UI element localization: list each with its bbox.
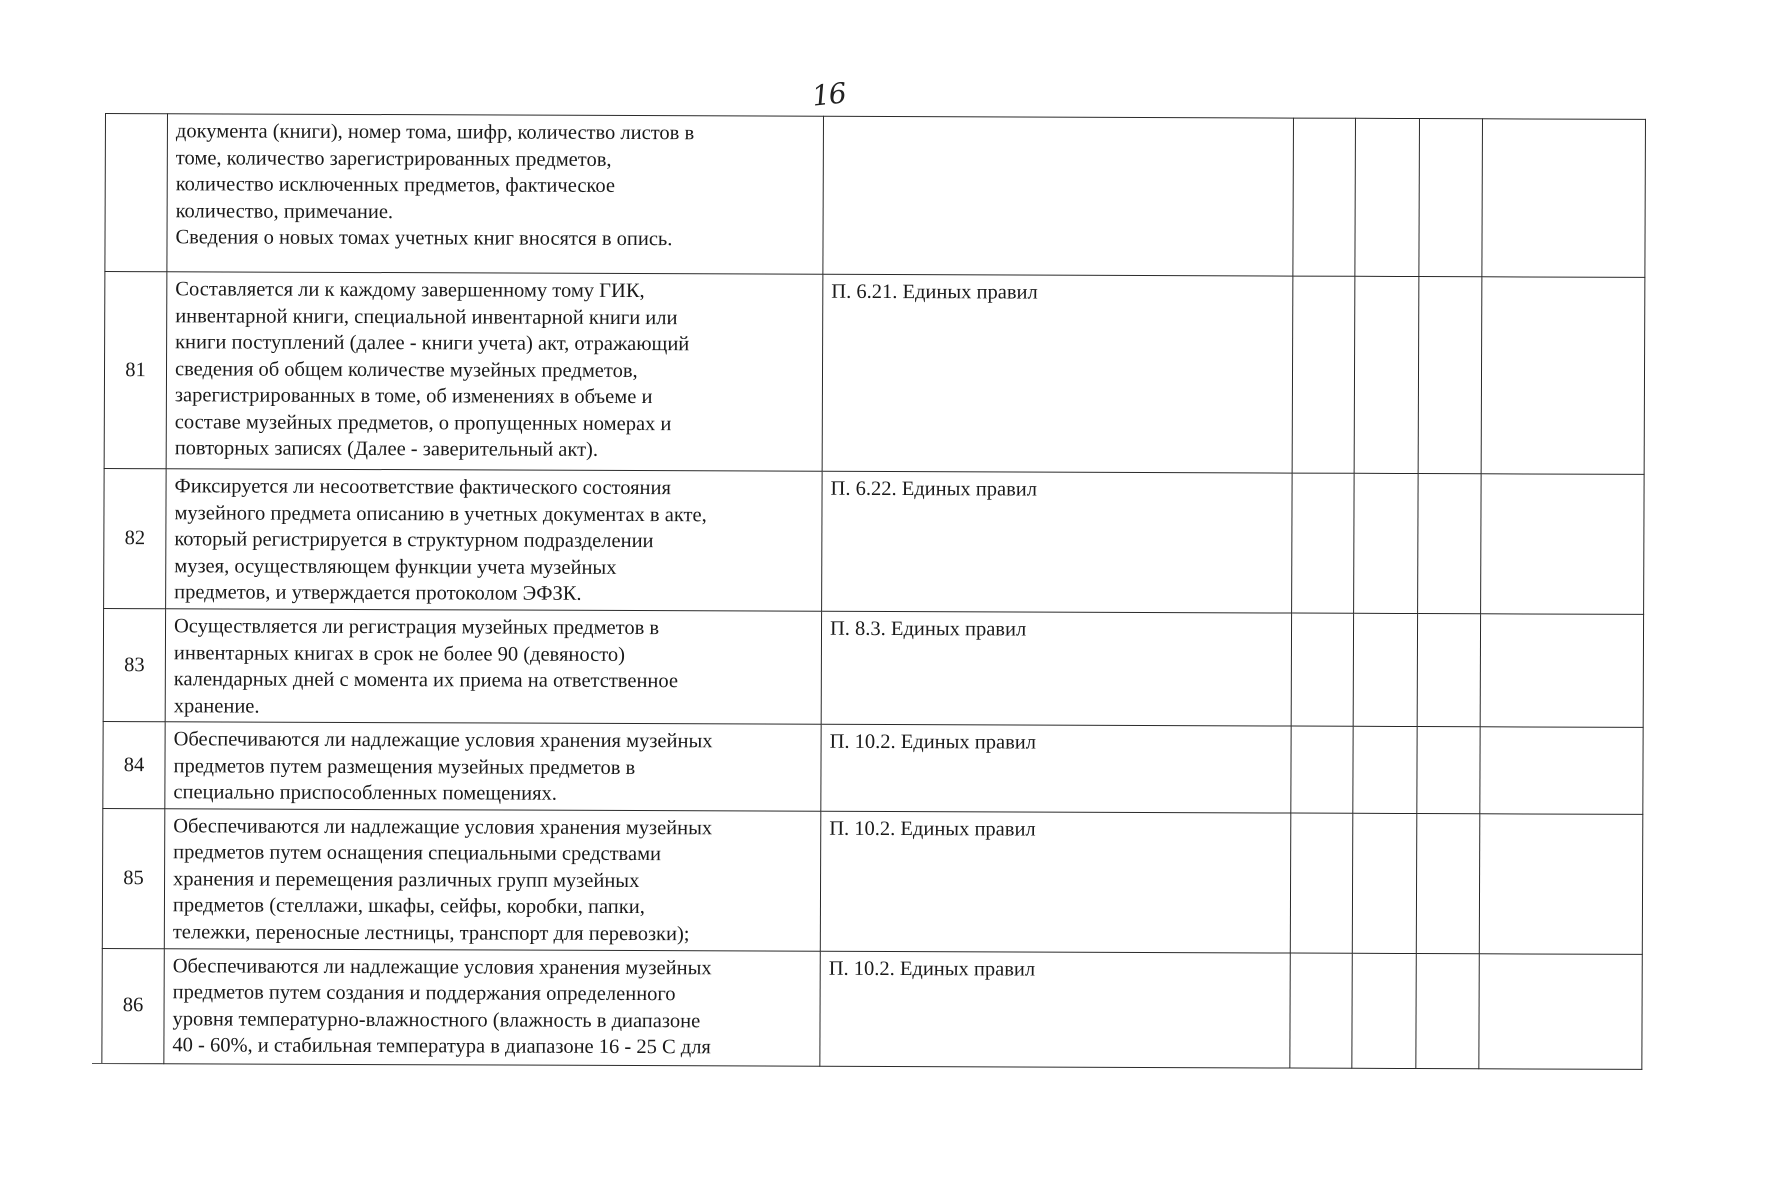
page-number: 16 xyxy=(810,76,848,113)
answer-yes-cell xyxy=(1292,473,1355,613)
note-cell xyxy=(1479,953,1642,1069)
reference-cell: П. 10.2. Единых правил xyxy=(821,724,1291,812)
answer-yes-cell xyxy=(1290,813,1353,953)
question-cell: Обеспечиваются ли надлежащие условия хранения музейных предметов путем размещения музейных предметов в специально приспособленных помещениях. xyxy=(165,722,821,811)
table-row xyxy=(102,808,1643,954)
table-row xyxy=(102,948,1642,1069)
note-cell xyxy=(1479,813,1643,954)
checklist-sheet xyxy=(101,113,1645,1069)
question-cell: Составляется ли к каждому завершенному тому ГИК, инвентарной книги, специальной инвентарной книги или книги поступлений (далее - книги учета) акт, отражающий сведения об общем количестве музейных предметов, зарегистрированных в томе, об изменениях в объеме и составе музейных предметов, о пропущенных номерах и повторных записях (Далее - заверительный акт). xyxy=(166,272,823,472)
answer-no-cell xyxy=(1352,953,1416,1068)
answer-no-cell xyxy=(1354,473,1419,613)
answer-no-cell xyxy=(1354,276,1419,473)
table-row xyxy=(103,608,1643,727)
table-row xyxy=(104,468,1645,614)
note-cell xyxy=(1481,474,1645,615)
answer-no-cell xyxy=(1355,118,1420,276)
answer-na-cell xyxy=(1418,277,1482,474)
answer-no-cell xyxy=(1353,726,1417,813)
answer-yes-cell xyxy=(1290,953,1352,1068)
note-cell xyxy=(1482,119,1646,278)
reference-cell: П. 10.2. Единых правил xyxy=(820,951,1290,1068)
reference-cell: П. 10.2. Единых правил xyxy=(820,811,1291,953)
row-number xyxy=(105,114,168,272)
reference-cell: П. 6.22. Единых правил xyxy=(822,471,1293,613)
answer-na-cell xyxy=(1417,727,1480,814)
row-number: 84 xyxy=(103,721,165,808)
question-cell: Обеспечиваются ли надлежащие условия хранения музейных предметов путем создания и поддержания определенного уровня температурно-влажностного (влажность в диапазоне 40 - 60%, и стабильная температура в диапазоне 16 - 25 С для xyxy=(164,948,820,1066)
answer-na-cell xyxy=(1418,474,1482,614)
answer-na-cell xyxy=(1417,614,1480,727)
answer-na-cell xyxy=(1416,813,1480,953)
answer-no-cell xyxy=(1353,613,1417,726)
table-row xyxy=(104,272,1645,475)
reference-cell: П. 6.21. Единых правил xyxy=(822,274,1293,473)
note-cell xyxy=(1480,614,1643,728)
question-cell: документа (книги), номер тома, шифр, количество листов в томе, количество зарегистрированных предметов, количество исключенных предметов, фактическое количество, примечание. Сведения о новых томах учетных книг вносятся в опись. xyxy=(167,114,824,275)
note-cell xyxy=(1480,727,1643,814)
reference-cell: П. 8.3. Единых правил xyxy=(821,611,1291,726)
answer-na-cell xyxy=(1419,119,1483,277)
row-number: 85 xyxy=(102,808,165,948)
scan-edge-line xyxy=(92,1063,162,1064)
row-number: 82 xyxy=(104,468,167,608)
question-cell: Осуществляется ли регистрация музейных предметов в инвентарных книгах в срок не более 90 (девяносто) календарных дней с момента их приема на ответственное хранение. xyxy=(165,609,821,725)
answer-no-cell xyxy=(1352,813,1417,953)
row-number: 81 xyxy=(104,272,167,469)
checklist-table xyxy=(101,113,1646,1069)
question-cell: Фиксируется ли несоответствие фактического состояния музейного предмета описанию в учетных документах в акте, который регистрируется в структурном подразделении музея, осуществляющем функции учета музейных предметов, и утверждается протоколом ЭФЗК. xyxy=(166,469,823,612)
answer-yes-cell xyxy=(1292,276,1355,473)
answer-yes-cell xyxy=(1291,613,1353,726)
question-cell: Обеспечиваются ли надлежащие условия хранения музейных предметов путем оснащения специальными средствами хранения и перемещения различных групп музейных предметов (стеллажи, шкафы, сейфы, коробки, папки, тележки, переносные лестницы, транспорт для перевозки); xyxy=(164,808,821,951)
answer-na-cell xyxy=(1416,953,1479,1068)
answer-yes-cell xyxy=(1293,118,1356,276)
reference-cell xyxy=(823,116,1294,276)
note-cell xyxy=(1481,277,1645,475)
answer-yes-cell xyxy=(1291,726,1353,813)
table-row xyxy=(105,114,1646,278)
row-number: 86 xyxy=(102,948,164,1063)
row-number: 83 xyxy=(103,608,165,721)
table-row xyxy=(103,721,1643,813)
